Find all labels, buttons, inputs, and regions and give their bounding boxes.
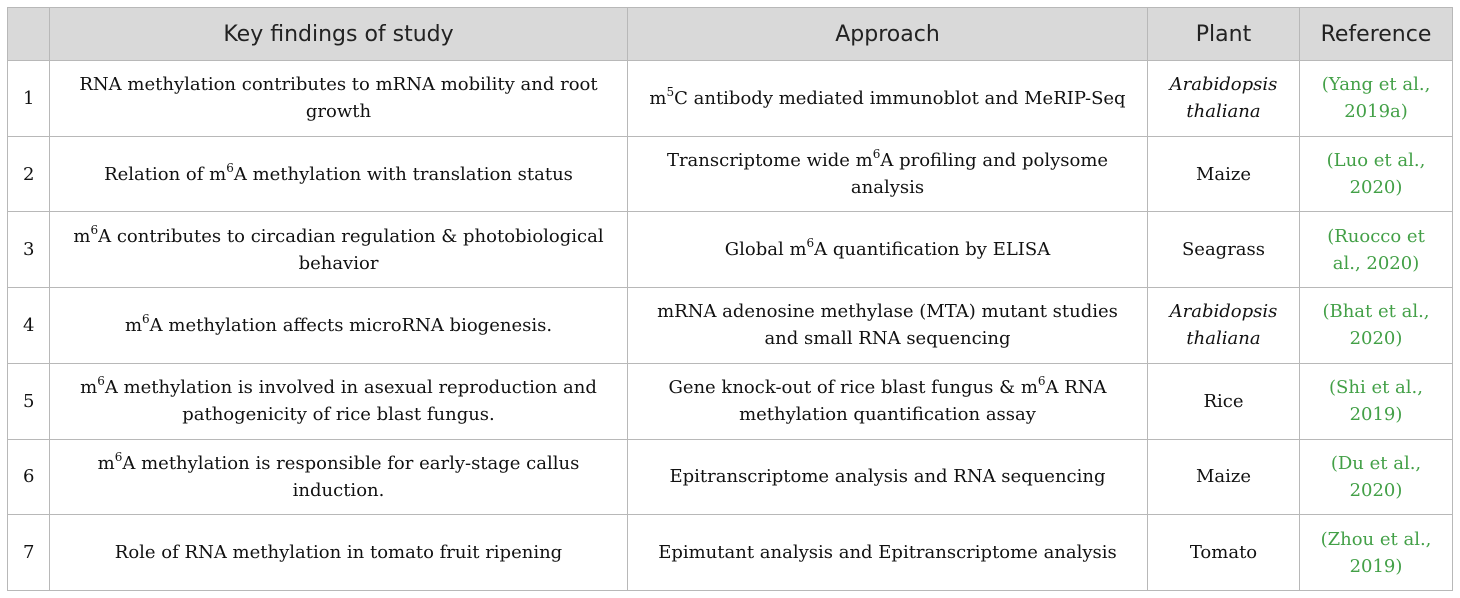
row-number: 7 [8,515,50,591]
header-reference: Reference [1300,8,1453,61]
approach-cell [628,61,1148,137]
plant-name: Arabidopsis thaliana [1169,74,1278,123]
key-finding-cell [50,61,628,137]
table-row [8,61,1453,137]
plant-name: Seagrass [1181,239,1266,261]
header-key-findings: Key findings of study [50,8,628,61]
text-segment: RNA methylation contributes to mRNA mobility and root growth [79,74,598,123]
text-segment: Relation of m [104,163,227,185]
key-finding-cell [50,212,628,288]
reference-link[interactable]: (Zhou et al., 2019) [1300,515,1453,591]
text-segment: m [73,225,91,247]
plant-cell [1148,212,1300,288]
table-row [8,136,1453,212]
plant-cell [1148,439,1300,515]
approach-cell [628,363,1148,439]
text-segment: A contributes to circadian regulation & photobiological behavior [98,225,604,274]
plant-cell [1148,136,1300,212]
table-row [8,212,1453,288]
text-segment: m [649,87,667,109]
text-segment: A methylation is responsible for early-stage callus induction. [122,452,580,501]
text-segment: m [97,452,115,474]
row-number: 3 [8,212,50,288]
reference-link[interactable]: (Yang et al., 2019a) [1300,61,1453,137]
row-number: 1 [8,61,50,137]
reference-link[interactable]: (Ruocco et al., 2020) [1300,212,1453,288]
superscript: 6 [97,374,105,389]
plant-cell [1148,61,1300,137]
superscript: 6 [1037,374,1046,389]
table-row [8,363,1453,439]
header-approach: Approach [628,8,1148,61]
approach-cell [628,288,1148,364]
text-segment: A methylation is involved in asexual reproduction and pathogenicity of rice blast fungus. [104,377,597,426]
key-finding-cell [50,288,628,364]
key-finding-cell [50,363,628,439]
text-segment: Role of RNA methylation in tomato fruit ripening [114,542,563,564]
approach-cell [628,439,1148,515]
plant-cell [1148,363,1300,439]
text-segment: Global m [724,239,807,261]
plant-name: Maize [1195,466,1252,488]
header-number [8,8,50,61]
text-segment: A methylation with translation status [233,163,573,185]
superscript: 6 [872,147,881,162]
reference-link[interactable]: (Bhat et al., 2020) [1300,288,1453,364]
superscript: 6 [226,160,234,175]
text-segment: Transcriptome wide m [666,150,873,172]
plant-name: Rice [1203,390,1244,412]
key-finding-cell [50,439,628,515]
approach-cell [628,136,1148,212]
key-finding-cell [50,515,628,591]
row-number: 6 [8,439,50,515]
reference-link[interactable]: (Luo et al., 2020) [1300,136,1453,212]
plant-name: Tomato [1189,542,1258,564]
superscript: 6 [806,236,815,251]
text-segment: Epitranscriptome analysis and RNA sequencing [669,466,1106,488]
header-plant: Plant [1148,8,1300,61]
text-segment: A quantification by ELISA [814,239,1051,261]
table-row [8,515,1453,591]
text-segment: m [124,314,143,336]
row-number: 2 [8,136,50,212]
reference-link[interactable]: (Du et al., 2020) [1300,439,1453,515]
superscript: 6 [90,222,99,237]
superscript: 6 [142,311,150,326]
plant-cell [1148,288,1300,364]
reference-link[interactable]: (Shi et al., 2019) [1300,363,1453,439]
header-row [8,8,1453,61]
plant-name: Maize [1195,163,1252,185]
superscript: 6 [114,449,123,464]
key-finding-cell [50,136,628,212]
text-segment: Epimutant analysis and Epitranscriptome analysis [658,542,1117,564]
text-segment: Gene knock-out of rice blast fungus & m [668,377,1038,399]
findings-table [7,7,1453,591]
approach-cell [628,515,1148,591]
approach-cell [628,212,1148,288]
plant-name: Arabidopsis thaliana [1169,301,1278,350]
superscript: 5 [666,84,675,99]
row-number: 5 [8,363,50,439]
text-segment: C antibody mediated immunoblot and MeRIP-Seq [674,87,1126,109]
text-segment: A methylation affects microRNA biogenesis. [149,314,553,336]
text-segment: A profiling and polysome analysis [850,150,1109,199]
text-segment: A RNA methylation quantification assay [739,377,1107,426]
text-segment: mRNA adenosine methylase (MTA) mutant studies and small RNA sequencing [657,301,1118,350]
plant-cell [1148,515,1300,591]
text-segment: m [80,377,98,399]
row-number: 4 [8,288,50,364]
table-row [8,288,1453,364]
table-row [8,439,1453,515]
